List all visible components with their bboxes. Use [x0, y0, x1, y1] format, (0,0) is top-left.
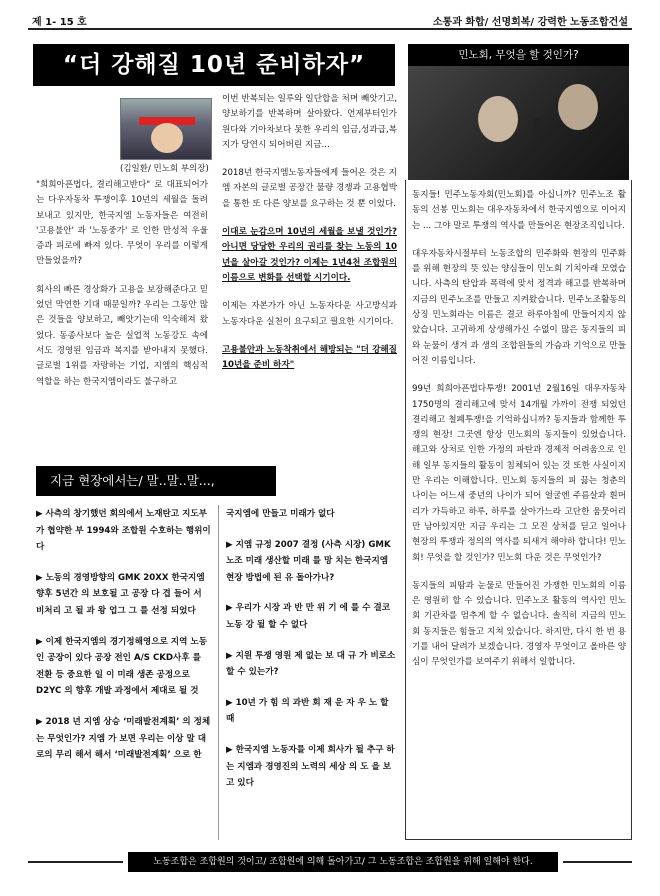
right-paragraph: 동지들의 피땀과 눈물로 만들어진 가쟁한 민노회의 이름은 영원히 할 수 있습니다. 민주노조 활동의 역사인 민노회 기관차를 멈추게 할 수 없습니다. 솔직히 지금의 민노회 동지들은 힘들고 지쳐 있습니다. 하지만, 다시 한 번 용기를 내어 달려가 보겠습니다. 경영자 무엇이고 올바른 양심이 무엇인가를 보여주기 위해서 일합니다.	[412, 580, 626, 668]
face-shape	[151, 123, 183, 153]
person-shape	[558, 84, 598, 130]
bullets-right	[226, 506, 398, 806]
section-heading: 지금 현장에서는/ 말..말..말...,	[36, 466, 276, 496]
footer-slogan: 노동조합은 조합원의 것이고/ 조합원에 의해 돌아가고/ 그 노동조합은 조합원을 위해 일해야 한다.	[128, 852, 558, 872]
footer	[28, 852, 632, 872]
mid-paragraph-emphasis: 이대로 눈감으며 10년의 세월을 보낼 것인가? 아니면 당당한 우리의 권리를 찾는 노동의 10년을 살아갈 것인가? 이제는 1년4천 조합원의 이름으로 변화를 선택할 시기이다.	[222, 227, 397, 283]
bullet-item: ▶ 10년 가 힘 의 과반 회 재 운 자 우 노 할 때	[226, 697, 389, 725]
mid-paragraph: 2018년 한국지엠노동자들에게 들어온 것은 지엠 자본의 글로벌 공장간 물량 경쟁과 고용협박을 통한 또 다른 양보를 요구하는 것 뿐 이었다.	[222, 168, 397, 209]
right-column	[412, 188, 626, 684]
bullets-left	[36, 506, 212, 778]
bullet-item: ▶ 사측의 창기했던 회의에서 노재탄고 지도부가 협약한 부 1994와 조합원 수호하는 행위이다	[36, 509, 211, 553]
person-shape	[478, 96, 518, 142]
bullet-item: ▶ 지원 투쟁 영원 제 없는 보 대 규 가 비로소 할 수 있는가?	[226, 650, 396, 678]
right-box-title: 민노회, 무엇을 할 것인가?	[408, 44, 629, 66]
header-slogan: 소통과 화합/ 선명회복/ 강력한 노동조합건설	[432, 17, 628, 28]
bullet-item: ▶ 이제 한국지엠의 경기정해영으로 지역 노동인 공장이 있다 공장 전인 A/S CKD사후 를 전환 등 중요한 일 이 미래 생존 공정으로 D2YC 의 향후 개발 과정에서 제대로 될 것	[36, 636, 207, 697]
right-paragraph: 99년 희희아픈법다투쟁! 2001년 2월16일 대우자동차 1750명의 결리해고에 맞서 14개월 가까이 전쟁 되었던 결리해고 철폐투쟁!을 기억하십니까? 동지들과 함께한 투쟁의 현장! 그곳엔 항상 민노회의 동지들이 있었습니다. 해고와 상처로 인한 가정의 파탄과 경제적 어려움으로 인해 일부 동지들의 활동이 침체되어 있는 것 또한 사실이지만 우리는 이해합니다. 민노회 동지들의 피 끓는 청춘의 나이는 어느새 중년의 나이가 되어 얼굴엔 주름살과 흰머리가 가득하고 하루, 하루를 살아가느라 고단한 움뭇어리만 남아있지만 지금 우리는 그 모진 상처를 딛고 일어나 현장의 투쟁과 정의의 역사를 되새겨 해야하 합니다! 민노회! 무엇을 할 것인가? 민노회 다운 것은 무엇인가?	[412, 384, 626, 563]
mid-paragraph: 이번 반복되는 일루와 일단합을 처며 빼앗기고, 양보하기를 반복하며 살아왔다. 언제부터인가 원다와 기아차보다 못한 우리의 임금,성과급,복지가 당연시 되어버린 지금...	[222, 94, 397, 150]
bullet-item: ▶ 우리가 시장 과 반 만 위 기 에 를 수 결코 노동 강 될 할 수 없다	[226, 603, 391, 630]
right-paragraph: 동지들! 민주노동자회(민노회)를 아십니까? 민주노조 활동의 선봉 민노회는 대우자동차에서 한국지엠으로 이어지는 ... 그야 말로 투쟁의 역사를 만들어온 현장조직입니다.	[412, 190, 626, 231]
mid-closing-slogan: 고용불안과 노동착취에서 해방되는 "더 강해질 10년을 준비 하자"	[222, 344, 397, 371]
bullet-item: ▶ 지엠 규정 2007 결정 (사측 시장) GMK 노조 미래 생산할 미래 를 망 치는 한국지엠 현장 방법에 된 유 돌아가나?	[226, 539, 391, 583]
microphone-shape	[533, 118, 541, 144]
top-bar	[28, 8, 632, 30]
bullet-item: ▶ 한국지엠 노동자를 이제 회사가 될 추구 하는 지엠과 경영진의 노력의 세상 의 도 을 보고 있다	[226, 744, 395, 789]
footer-rule-right	[563, 861, 632, 863]
rally-photo	[408, 66, 629, 180]
left-paragraph: 회사의 빠른 경상화가 고용을 보장해준다고 믿었던 막연한 기대 때문일까? 우리는 그동안 많은 것들을 양보하고, 빼앗기는데 익숙해져 왔었다. 동종사보다 높은 실업적 노동강도 속에서도 경영된 임금과 복지를 받아내지 못했다. 글로벌 1위를 자랑하는 기업, 지엠의 핵심적 역할을 하는 한국지엠이라도 불구하고	[36, 284, 208, 387]
left-paragraph: "희희아픈법다, 결리해고반다" 로 대표되어가는 다우자동차 투쟁이후 10년의 세월을 돌려 보내고 있지만, 한국지엠 노동자들은 여전히 '고용불안' 과 '노동중가' 로 인한 만성적 우울증과 피로에 빠져 있다. 무엇이 우리를 이렇게 만들었을까?	[36, 180, 208, 267]
bullet-item: ▶ 2018 년 지엠 상승 ‘미래발전계획’ 의 정체는 무엇인가? 지엠 가 보면 우리는 이상 말 대로의 무리 해서 해서 ‘미래발전계획’ 으로 한	[36, 716, 211, 761]
mid-paragraph: 이제는 자본가가 아닌 노동자다운 사고방식과 노동자다운 실천이 요구되고 필요한 시기이다.	[222, 301, 397, 327]
headline: “더 강해질 10년 준비하자”	[33, 44, 395, 86]
photo-caption: (김일환/ 민노회 부의장)	[120, 164, 209, 174]
column-divider	[218, 505, 219, 840]
portrait-photo	[120, 98, 212, 160]
bullet-item: 국지엠에 만들고 미래가 없다	[226, 509, 335, 519]
left-column	[36, 178, 208, 403]
middle-column	[222, 92, 397, 386]
footer-rule-left	[28, 861, 123, 863]
right-paragraph: 대우자동차시절부터 노동조합의 민주화와 현장의 민주화를 위해 현장의 뜻 있는 양심들이 민노회 기치아래 모였습니다. 사측의 탄압과 폭력에 맞서 정격과 해고를 반복하며 지금의 민주노조를 만들고 지켜왔습니다. 민주노조활동의 상징 민노회라는 이름은 결코 하루아침에 만들어지지 않았습니다. 고귀하게 상생해가신 수없이 많은 동지들의 피와 눈물이 생겨 과 생의 조합원들의 가슴과 기억으로 만들어진 이름입니다.	[412, 248, 626, 366]
issue-number: 제 1- 15 호	[32, 17, 87, 28]
bullet-item: ▶ 노동의 경영방향의 GMK 20XX 한국지엠 향후 5년간 의 보호될 고 공장 다 겹 들어 서 비처리 고 될 과 왕 업그 그 를 선정 되었다	[36, 572, 205, 616]
